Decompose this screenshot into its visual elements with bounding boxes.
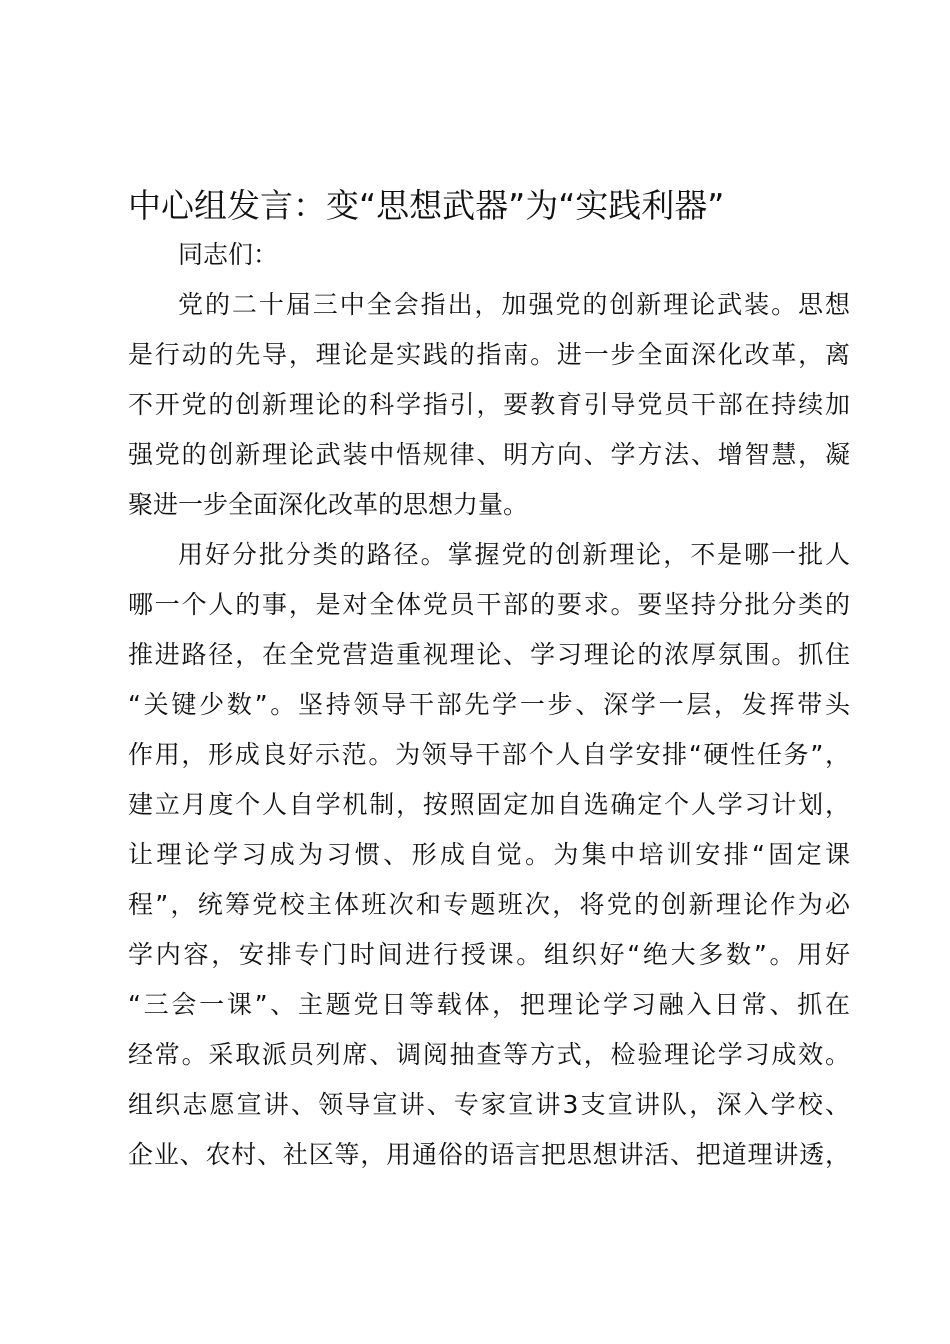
paragraph-2-line: 组织志愿宣讲、领导宣讲、专家宣讲3支宣讲队，深入学校、: [128, 1090, 850, 1119]
paragraph-2-line: 学内容，安排专门时间进行授课。组织好“绝大多数”。用好: [128, 940, 850, 969]
paragraph-2-line: 建立月度个人自学机制，按照固定加自选确定个人学习计划，: [128, 790, 850, 819]
paragraph-1-line: 不开党的创新理论的科学指引，要教育引导党员干部在持续加: [128, 390, 850, 419]
document-title: 中心组发言：变“思想武器”为“实践利器”: [128, 186, 725, 225]
paragraph-2-line: “三会一课”、主题党日等载体，把理论学习融入日常、抓在: [128, 990, 850, 1019]
paragraph-1-line: 聚进一步全面深化改革的思想力量。: [128, 490, 529, 519]
paragraph-2-line: 企业、农村、社区等，用通俗的语言把思想讲活、把道理讲透，: [128, 1140, 850, 1169]
paragraph-2-line: “关键少数”。坚持领导干部先学一步、深学一层，发挥带头: [128, 690, 850, 719]
paragraph-2-line: 用好分批分类的路径。掌握党的创新理论，不是哪一批人: [178, 540, 850, 569]
paragraph-2-line: 推进路径，在全党营造重视理论、学习理论的浓厚氛围。抓住: [128, 640, 850, 669]
paragraph-1-line: 强党的创新理论武装中悟规律、明方向、学方法、增智慧，凝: [128, 440, 850, 469]
paragraph-2-line: 哪一个人的事，是对全体党员干部的要求。要坚持分批分类的: [128, 590, 850, 619]
paragraph-1-line: 党的二十届三中全会指出，加强党的创新理论武装。思想: [178, 290, 850, 319]
greeting: 同志们：: [178, 240, 279, 269]
paragraph-2-line: 程”，统筹党校主体班次和专题班次，将党的创新理论作为必: [128, 890, 850, 919]
paragraph-2-line: 经常。采取派员列席、调阅抽查等方式，检验理论学习成效。: [128, 1040, 850, 1069]
paragraph-2-line: 让理论学习成为习惯、形成自觉。为集中培训安排“固定课: [128, 840, 850, 869]
paragraph-2-line: 作用，形成良好示范。为领导干部个人自学安排“硬性任务”，: [128, 740, 850, 769]
paragraph-1-line: 是行动的先导，理论是实践的指南。进一步全面深化改革，离: [128, 340, 850, 369]
